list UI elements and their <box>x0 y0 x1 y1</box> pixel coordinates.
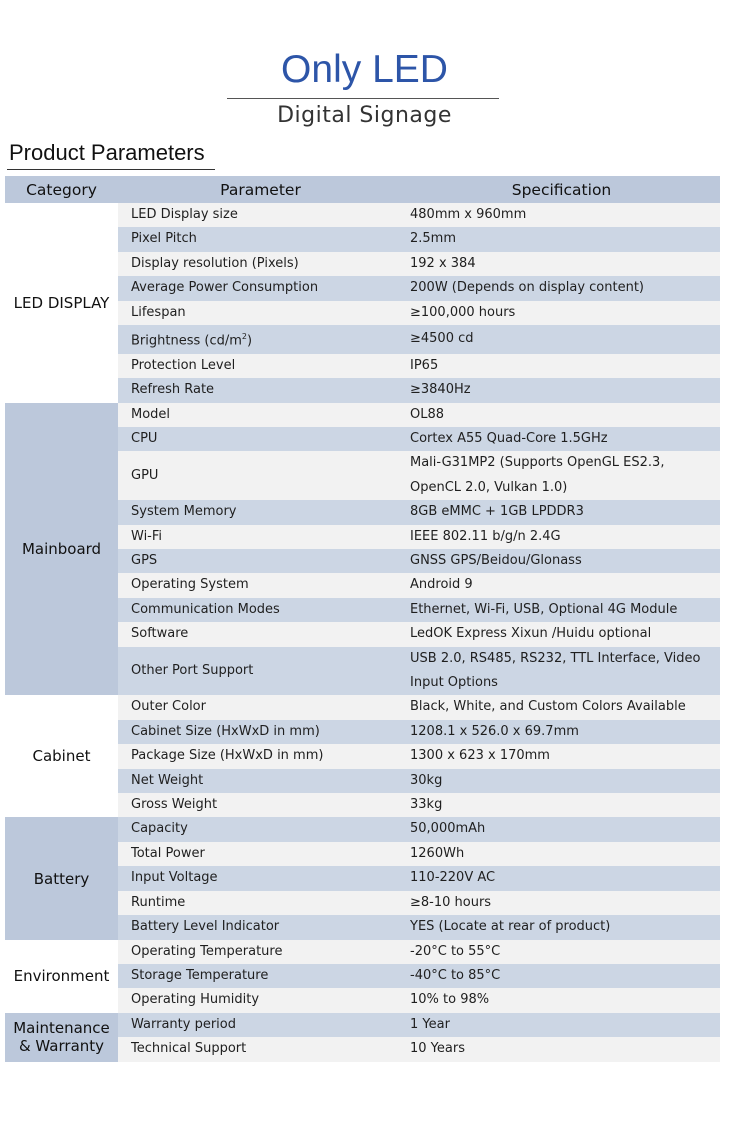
specification-cell <box>403 793 720 817</box>
specification-cell <box>403 500 720 524</box>
parameter-cell <box>118 427 403 451</box>
specification-cell <box>403 1013 720 1037</box>
specification-cell <box>403 915 720 939</box>
specification-cell <box>403 964 720 988</box>
parameter-label: Software <box>131 626 189 642</box>
category-label: LED DISPLAY <box>13 293 110 312</box>
specification-value: 8GB eMMC + 1GB LPDDR3 <box>410 504 584 520</box>
table-row <box>5 695 720 719</box>
parameter-cell <box>118 915 403 939</box>
parameter-cell <box>118 891 403 915</box>
parameter-cell <box>118 964 403 988</box>
specification-value: -20°C to 55°C <box>410 943 501 959</box>
parameter-cell <box>118 203 403 227</box>
specification-value: -40°C to 85°C <box>410 967 501 983</box>
specification-cell <box>403 227 720 251</box>
specification-cell <box>403 427 720 451</box>
parameter-label: Outer Color <box>131 699 206 715</box>
specification-cell <box>403 720 720 744</box>
parameter-label: Operating Temperature <box>131 943 283 959</box>
parameter-label: GPS <box>131 553 158 569</box>
specification-cell <box>403 817 720 841</box>
parameter-label: Display resolution (Pixels) <box>131 255 299 271</box>
category-label: Cabinet <box>32 747 91 766</box>
parameter-label: Model <box>131 406 171 422</box>
specification-cell <box>403 354 720 378</box>
specification-cell <box>403 842 720 866</box>
category-label: Maintenance <box>13 1019 110 1038</box>
specification-value: 1208.1 x 526.0 x 69.7mm <box>410 723 579 739</box>
specification-value: 110-220V AC <box>410 870 496 886</box>
specification-cell <box>403 695 720 719</box>
specification-cell <box>403 301 720 325</box>
parameter-cell <box>118 276 403 300</box>
table-row <box>5 403 720 427</box>
parameter-label: Battery Level Indicator <box>131 919 280 935</box>
brand-title: Only LED <box>281 48 448 91</box>
specification-value: Black, White, and Custom Colors Available <box>410 699 686 715</box>
specification-value: ≥4500 cd <box>410 331 474 347</box>
parameter-cell <box>118 378 403 402</box>
specification-value: Mali-G31MP2 (Supports OpenGL ES2.3, <box>410 455 665 471</box>
parameter-cell <box>118 769 403 793</box>
specification-cell <box>403 891 720 915</box>
parameter-cell <box>118 647 403 696</box>
parameter-label: Capacity <box>131 821 188 837</box>
parameter-cell <box>118 598 403 622</box>
specification-value: Cortex A55 Quad-Core 1.5GHz <box>410 430 608 446</box>
specification-value: 10% to 98% <box>410 992 490 1008</box>
category-cell <box>5 1013 118 1062</box>
specification-value: USB 2.0, RS485, RS232, TTL Interface, Video <box>410 650 701 666</box>
category-label: Battery <box>33 869 90 888</box>
table-row <box>5 1013 720 1037</box>
parameter-label: Cabinet Size (HxWxD in mm) <box>131 723 320 739</box>
specification-cell <box>403 744 720 768</box>
parameter-cell <box>118 573 403 597</box>
specification-value: 1260Wh <box>410 845 465 861</box>
parameter-cell <box>118 301 403 325</box>
parameter-label: System Memory <box>131 504 237 520</box>
specification-cell <box>403 549 720 573</box>
category-label: Environment <box>13 967 110 986</box>
specification-cell <box>403 525 720 549</box>
parameter-superscript: 2 <box>241 332 247 342</box>
parameter-label: Operating System <box>131 577 249 593</box>
specification-cell <box>403 325 720 354</box>
category-cell <box>5 817 118 939</box>
table-body <box>5 203 720 1062</box>
specification-cell <box>403 203 720 227</box>
specification-value: 1 Year <box>410 1016 450 1032</box>
brand-divider <box>227 98 499 99</box>
category-cell <box>5 940 118 1013</box>
parameter-cell <box>118 525 403 549</box>
parameter-label: Operating Humidity <box>131 992 260 1008</box>
specification-value: 30kg <box>410 772 443 788</box>
parameter-cell <box>118 744 403 768</box>
parameter-label: Input Voltage <box>131 870 218 886</box>
specification-cell <box>403 403 720 427</box>
table-row <box>5 940 720 964</box>
header-category: Category <box>5 176 118 203</box>
parameter-label: LED Display size <box>131 207 238 222</box>
specification-value: 2.5mm <box>410 231 457 247</box>
specification-value-line2: OpenCL 2.0, Vulkan 1.0) <box>410 479 568 495</box>
specification-value: 200W (Depends on display content) <box>410 280 644 296</box>
header-parameter: Parameter <box>118 176 403 203</box>
specification-cell <box>403 622 720 646</box>
category-label: Mainboard <box>21 540 102 559</box>
parameter-label: Net Weight <box>131 772 204 788</box>
parameter-cell <box>118 325 403 354</box>
category-cell <box>5 695 118 817</box>
parameter-label: Refresh Rate <box>131 382 215 398</box>
specification-value: GNSS GPS/Beidou/Glonass <box>410 553 582 569</box>
specification-value: ≥3840Hz <box>410 382 471 398</box>
parameter-label: Average Power Consumption <box>131 280 319 296</box>
parameter-cell <box>118 1013 403 1037</box>
table-row <box>5 203 720 227</box>
parameter-cell <box>118 451 403 500</box>
specification-cell <box>403 647 720 696</box>
specification-value: Ethernet, Wi-Fi, USB, Optional 4G Module <box>410 601 678 617</box>
parameter-cell <box>118 252 403 276</box>
parameter-label: Technical Support <box>131 1041 247 1057</box>
category-cell <box>5 403 118 696</box>
parameter-cell <box>118 793 403 817</box>
section-title-underline <box>7 169 215 170</box>
specification-value: 480mm x 960mm <box>410 207 527 222</box>
specification-cell <box>403 451 720 500</box>
parameter-label: Communication Modes <box>131 601 280 617</box>
specification-value: Android 9 <box>410 577 473 593</box>
specification-value: ≥100,000 hours <box>410 304 516 320</box>
parameters-table <box>5 176 720 1062</box>
parameter-cell <box>118 549 403 573</box>
parameter-cell <box>118 227 403 251</box>
parameter-label: Storage Temperature <box>131 967 269 983</box>
specification-value-line2: Input Options <box>410 675 498 691</box>
brand-subtitle: Digital Signage <box>277 103 452 128</box>
parameter-label: Runtime <box>131 894 186 910</box>
specification-cell <box>403 769 720 793</box>
category-label-line2: & Warranty <box>18 1037 105 1056</box>
specification-value: 50,000mAh <box>410 821 486 837</box>
table-header-row <box>5 176 720 203</box>
specification-cell <box>403 940 720 964</box>
specification-value: LedOK Express Xixun /Huidu optional <box>410 626 652 642</box>
specification-value: 1300 x 623 x 170mm <box>410 748 550 764</box>
parameter-label: CPU <box>131 430 158 446</box>
parameter-label: GPU <box>131 467 159 483</box>
specification-cell <box>403 866 720 890</box>
specification-value: IP65 <box>410 357 439 373</box>
table-row <box>5 817 720 841</box>
parameter-cell <box>118 940 403 964</box>
header-specification: Specification <box>403 176 720 203</box>
specification-cell <box>403 598 720 622</box>
specification-cell <box>403 276 720 300</box>
parameter-cell <box>118 842 403 866</box>
specification-cell <box>403 1037 720 1061</box>
specification-value: IEEE 802.11 b/g/n 2.4G <box>410 528 561 544</box>
parameter-cell <box>118 866 403 890</box>
specification-value: OL88 <box>410 406 445 422</box>
parameter-cell <box>118 622 403 646</box>
parameter-cell <box>118 720 403 744</box>
parameter-cell <box>118 1037 403 1061</box>
parameter-label: Package Size (HxWxD in mm) <box>131 748 324 764</box>
parameter-label: Wi-Fi <box>131 528 163 544</box>
parameter-cell <box>118 500 403 524</box>
parameter-label: Other Port Support <box>131 662 254 678</box>
parameter-cell <box>118 695 403 719</box>
specification-value: 192 x 384 <box>410 255 476 271</box>
parameter-cell <box>118 988 403 1012</box>
parameter-label: Brightness (cd/m <box>131 333 242 349</box>
parameter-cell <box>118 403 403 427</box>
parameter-label: Total Power <box>131 845 205 861</box>
parameter-cell <box>118 817 403 841</box>
specification-value: 10 Years <box>410 1041 465 1057</box>
parameter-label: Protection Level <box>131 357 236 373</box>
specification-value: ≥8-10 hours <box>410 894 492 910</box>
specification-cell <box>403 573 720 597</box>
parameter-label: Gross Weight <box>131 797 218 813</box>
parameter-label: Pixel Pitch <box>131 231 197 247</box>
parameter-label: Lifespan <box>131 304 186 320</box>
specification-cell <box>403 988 720 1012</box>
specification-value: 33kg <box>410 797 443 813</box>
specification-value: YES (Locate at rear of product) <box>410 919 611 935</box>
section-title: Product Parameters <box>9 140 205 165</box>
specification-cell <box>403 252 720 276</box>
category-cell <box>5 203 118 403</box>
parameter-label: Warranty period <box>131 1016 236 1032</box>
parameter-cell <box>118 354 403 378</box>
parameter-label-end: ) <box>247 333 253 349</box>
specification-cell <box>403 378 720 402</box>
